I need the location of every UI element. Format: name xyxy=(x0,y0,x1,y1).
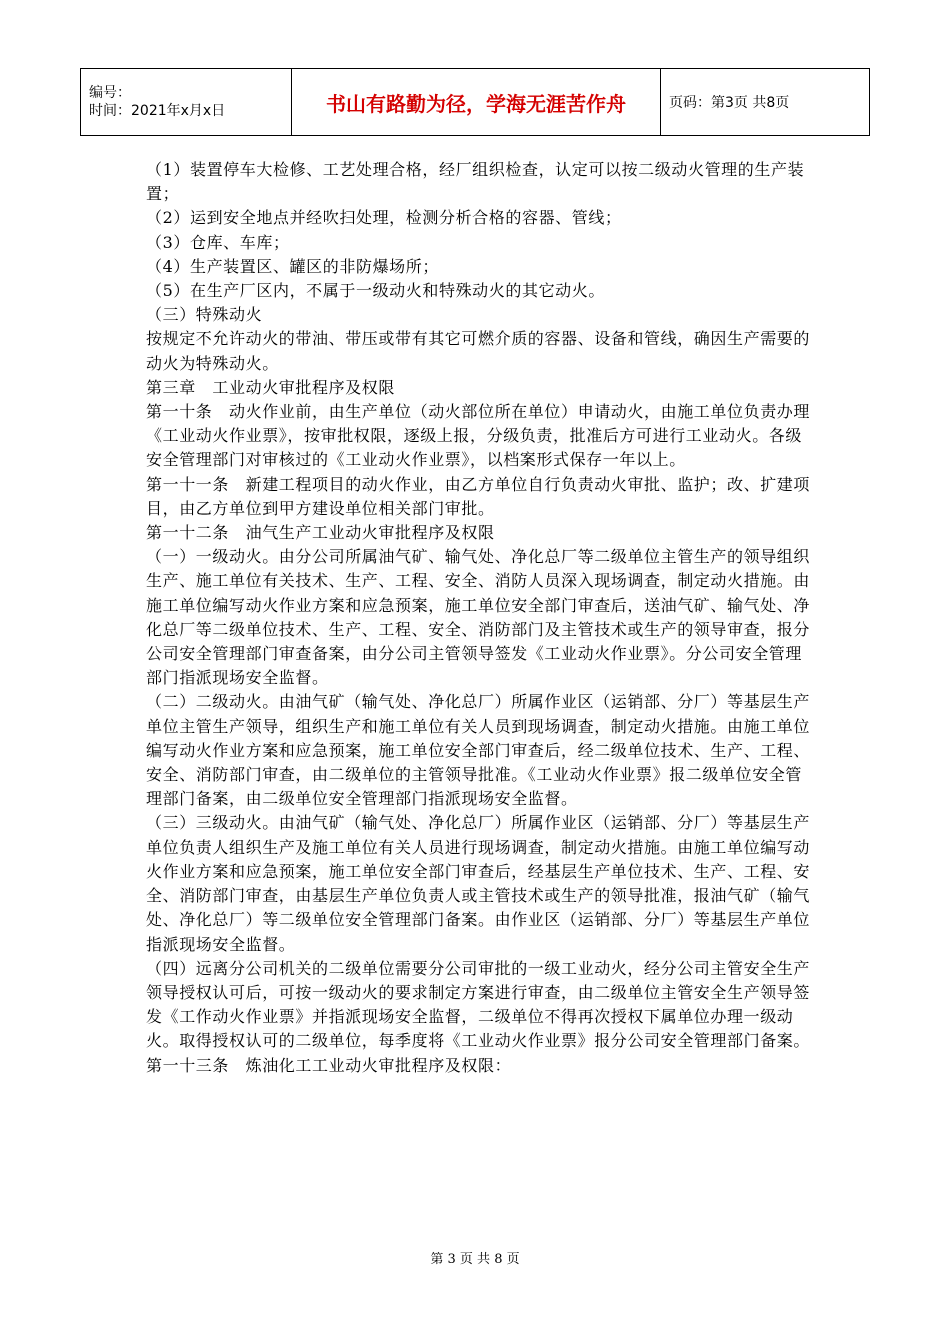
paragraph: （一）一级动火。由分公司所属油气矿、输气处、净化总厂等二级单位主管生产的领导组织生产、施工单位有关技术、生产、工程、安全、消防人员深入现场调查，制定动火措施。由施工单位编写动火作业方案和应急预案，施工单位安全部门审查后，送油气矿、输气处、净化总厂等二级单位技术、生产、工程、安全、消防部门及主管技术或生产的领导审查，报分公司安全管理部门审查备案，由分公司主管领导签发《工业动火作业票》。分公司安全管理部门指派现场安全监督。 xyxy=(146,547,811,688)
page-footer: 第 3 页 共 8 页 xyxy=(430,1252,520,1267)
document-number: 编号： xyxy=(89,85,131,101)
paragraph: （四）远离分公司机关的二级单位需要分公司审批的一级工业动火，经分公司主管安全生产领导授权认可后，可按一级动火的要求制定方案进行审查，由二级单位主管安全生产领导签发《工作动火作业票》并指派现场安全监督，二级单位不得再次授权下属单位办理一级动火。取得授权认可的二级单位，每季度将《工业动火作业票》报分公司安全管理部门备案。 xyxy=(146,958,811,1051)
article-paragraph: 第一十三条 炼油化工工业动火审批程序及权限： xyxy=(146,1055,512,1075)
paragraph: （1）装置停车大检修、工艺处理合格，经厂组织检查，认定可以按二级动火管理的生产装置； xyxy=(146,160,805,204)
paragraph: （2）运到安全地点并经吹扫处理，检测分析合格的容器、管线； xyxy=(146,208,622,228)
header-page-number: 页码：第3页 共8页 xyxy=(661,69,870,136)
article-paragraph: 第一十条 动火作业前，由生产单位（动火部位所在单位）申请动火，由施工单位负责办理《工业动火作业票》，按审批权限，逐级上报，分级负责，批准后方可进行工业动火。各级安全管理部门对审核过的《工业动火作业票》，以档案形式保存一年以上。 xyxy=(146,402,811,470)
article-paragraph: 第一十二条 油气生产工业动火审批程序及权限 xyxy=(146,523,495,543)
paragraph: （三）三级动火。由油气矿（输气处、净化总厂）所属作业区（运销部、分厂）等基层生产单位负责人组织生产及施工单位有关人员进行现场调查，制定动火措施。由施工单位编写动火作业方案和应急预案，施工单位安全部门审查后，经基层生产单位技术、生产、工程、安全、消防部门审查，由基层生产单位负责人或主管技术或生产的领导批准，报油气矿（输气处、净化总厂）等二级单位安全管理部门备案。由作业区（运销部、分厂）等基层生产单位指派现场安全监督。 xyxy=(146,813,811,954)
paragraph: （4）生产装置区、罐区的非防爆场所； xyxy=(146,256,439,276)
header-meta xyxy=(81,69,292,136)
paragraph: （5）在生产厂区内，不属于一级动火和特殊动火的其它动火。 xyxy=(146,281,605,301)
document-date: 时间：2021年x月x日 xyxy=(89,103,226,119)
paragraph: （3）仓库、车库； xyxy=(146,232,290,252)
header-table xyxy=(80,68,870,136)
document-body xyxy=(146,158,816,1078)
article-paragraph: 第一十一条 新建工程项目的动火作业，由乙方单位自行负责动火审批、监护；改、扩建项目，由乙方单位到甲方建设单位相关部门审批。 xyxy=(146,474,811,518)
header-slogan: 书山有路勤为径，学海无涯苦作舟 xyxy=(292,69,661,136)
section-heading: （三）特殊动火 xyxy=(146,305,263,325)
chapter-heading: 第三章 工业动火审批程序及权限 xyxy=(146,377,396,397)
paragraph: （二）二级动火。由油气矿（输气处、净化总厂）所属作业区（运销部、分厂）等基层生产单位主管生产领导，组织生产和施工单位有关人员到现场调查，制定动火措施。由施工单位编写动火作业方案和应急预案，施工单位安全部门审查后，经二级单位技术、生产、工程、安全、消防部门审查，由二级单位的主管领导批准。《工业动火作业票》报二级单位安全管理部门备案，由二级单位安全管理部门指派现场安全监督。 xyxy=(146,692,811,809)
paragraph: 按规定不允许动火的带油、带压或带有其它可燃介质的容器、设备和管线，确因生产需要的动火为特殊动火。 xyxy=(146,329,811,373)
